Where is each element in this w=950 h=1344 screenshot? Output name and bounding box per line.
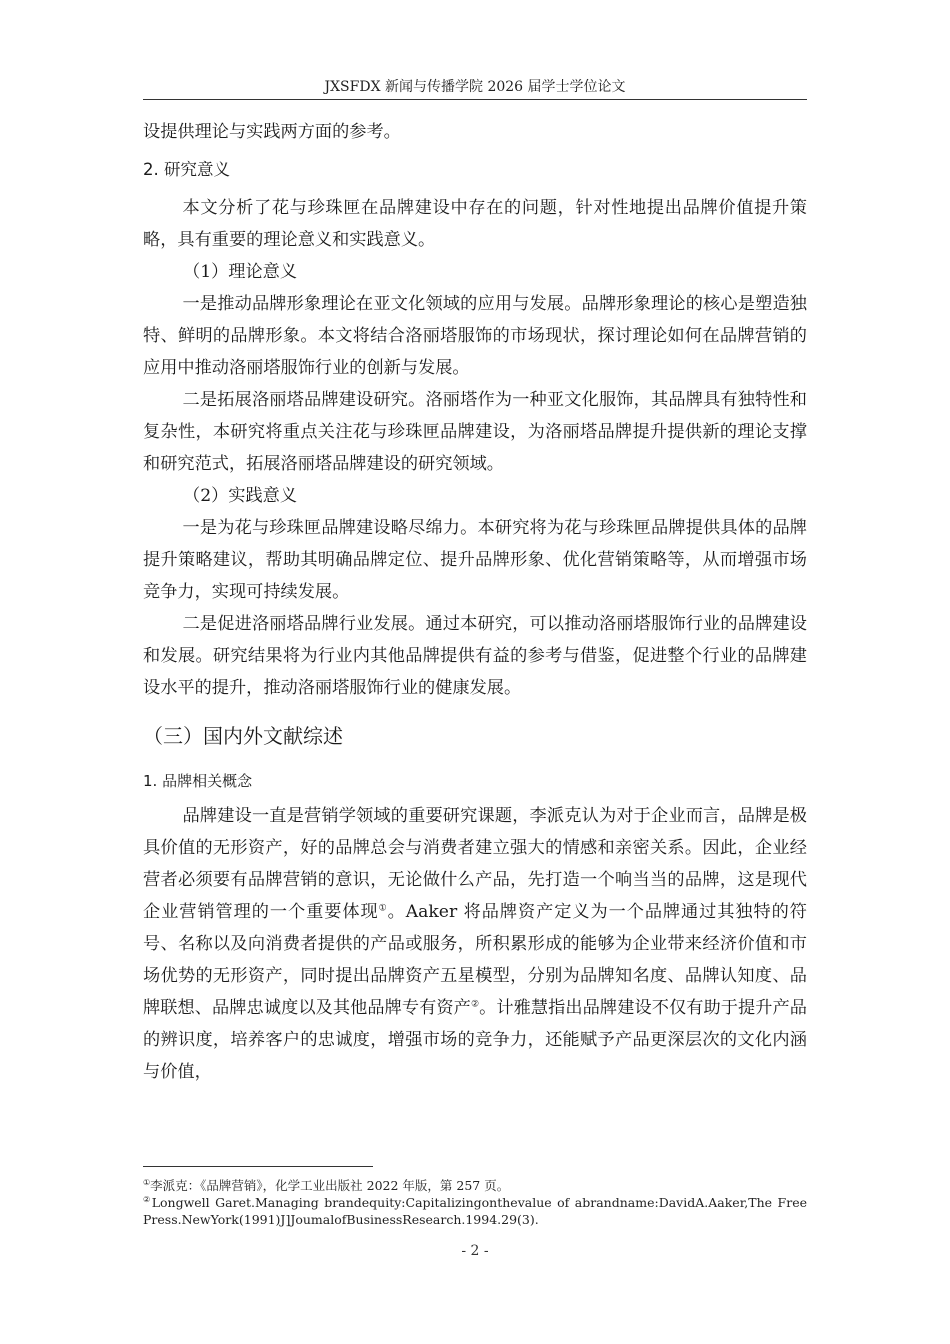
footnote-ref-1[interactable]: ① — [378, 903, 388, 914]
footnote-text-1: 李派克：《品牌营销》，化学工业出版社 2022 年版，第 257 页。 — [150, 1178, 510, 1193]
footnote-ref-2[interactable]: ② — [470, 999, 480, 1010]
footnote-2 — [143, 1194, 807, 1228]
page-number: - 2 - — [461, 1243, 489, 1259]
practice-paragraph-1: 一是为花与珍珠匣品牌建设略尽绵力。本研究将为花与珍珠匣品牌提供具体的品牌提升策略建议，帮助其明确品牌定位、提升品牌形象、优化营销策略等，从而增强市场竞争力，实现可持续发展。 — [143, 518, 807, 602]
page-body — [143, 116, 807, 1088]
footnote-text-2: Longwell Garet.Managing brandequity:Capitalizingonthevalue of abrandname:DavidA.Aaker,The Free Press.NewYork(1991)J]JoumalofBusinessResearch.1994.29(3). — [143, 1195, 807, 1227]
page-header: JXSFDX 新闻与传播学院 2026 届学士学位论文 — [324, 79, 626, 95]
literature-paragraph — [143, 800, 807, 1088]
subheading-theory: （1）理论意义 — [183, 262, 298, 282]
section-heading-research-significance: 2. 研究意义 — [143, 160, 230, 179]
literature-text-1: 品牌建设一直是营销学领域的重要研究课题，李派克认为对于企业而言，品牌是极具价值的无形资产，好的品牌总会与消费者建立强大的情感和亲密关系。因此，企业经营者必须要有品牌营销的意识，无论做什么产品，先打造一个响当当的品牌，这是现代企业营销管理的一个重要体现 — [143, 806, 807, 922]
header-divider — [143, 99, 807, 100]
footnote-1 — [143, 1177, 807, 1194]
footnotes — [143, 1177, 807, 1228]
chapter-heading-literature-review: （三）国内外文献综述 — [143, 724, 343, 748]
carry-over-line: 设提供理论与实践两方面的参考。 — [143, 122, 401, 142]
literature-text-3: 。计雅慧指出品牌建设不仅有助于提升产品的辨识度，培养客户的忠诚度，增强市场的竞争力，还能赋予产品更深层次的文化内涵与价值， — [143, 998, 807, 1082]
literature-text-2: 。Aaker 将品牌资产定义为一个品牌通过其独特的符号、名称以及向消费者提供的产品或服务，所积累形成的能够为企业带来经济价值和市场优势的无形资产，同时提出品牌资产五星模型，分别为品牌知名度、品牌认知度、品牌联想、品牌忠诚度以及其他品牌专有资产 — [143, 902, 807, 1018]
practice-paragraph-2: 二是促进洛丽塔品牌行业发展。通过本研究，可以推动洛丽塔服饰行业的品牌建设和发展。研究结果将为行业内其他品牌提供有益的参考与借鉴，促进整个行业的品牌建设水平的提升，推动洛丽塔服饰行业的健康发展。 — [143, 614, 807, 698]
footnote-mark-2: ② — [143, 1194, 152, 1204]
theory-paragraph-2: 二是拓展洛丽塔品牌建设研究。洛丽塔作为一种亚文化服饰，其品牌具有独特性和复杂性，本研究将重点关注花与珍珠匣品牌建设，为洛丽塔品牌提升提供新的理论支撑和研究范式，拓展洛丽塔品牌建设的研究领域。 — [143, 390, 807, 474]
section-intro-paragraph: 本文分析了花与珍珠匣在品牌建设中存在的问题，针对性地提出品牌价值提升策略，具有重要的理论意义和实践意义。 — [143, 198, 807, 250]
footnote-divider — [143, 1166, 373, 1167]
footnote-mark-1: ① — [143, 1177, 151, 1187]
section-heading-brand-concepts: 1. 品牌相关概念 — [143, 772, 253, 790]
subheading-practice: （2）实践意义 — [183, 486, 298, 506]
theory-paragraph-1: 一是推动品牌形象理论在亚文化领域的应用与发展。品牌形象理论的核心是塑造独特、鲜明的品牌形象。本文将结合洛丽塔服饰的市场现状，探讨理论如何在品牌营销的应用中推动洛丽塔服饰行业的创新与发展。 — [143, 294, 807, 378]
